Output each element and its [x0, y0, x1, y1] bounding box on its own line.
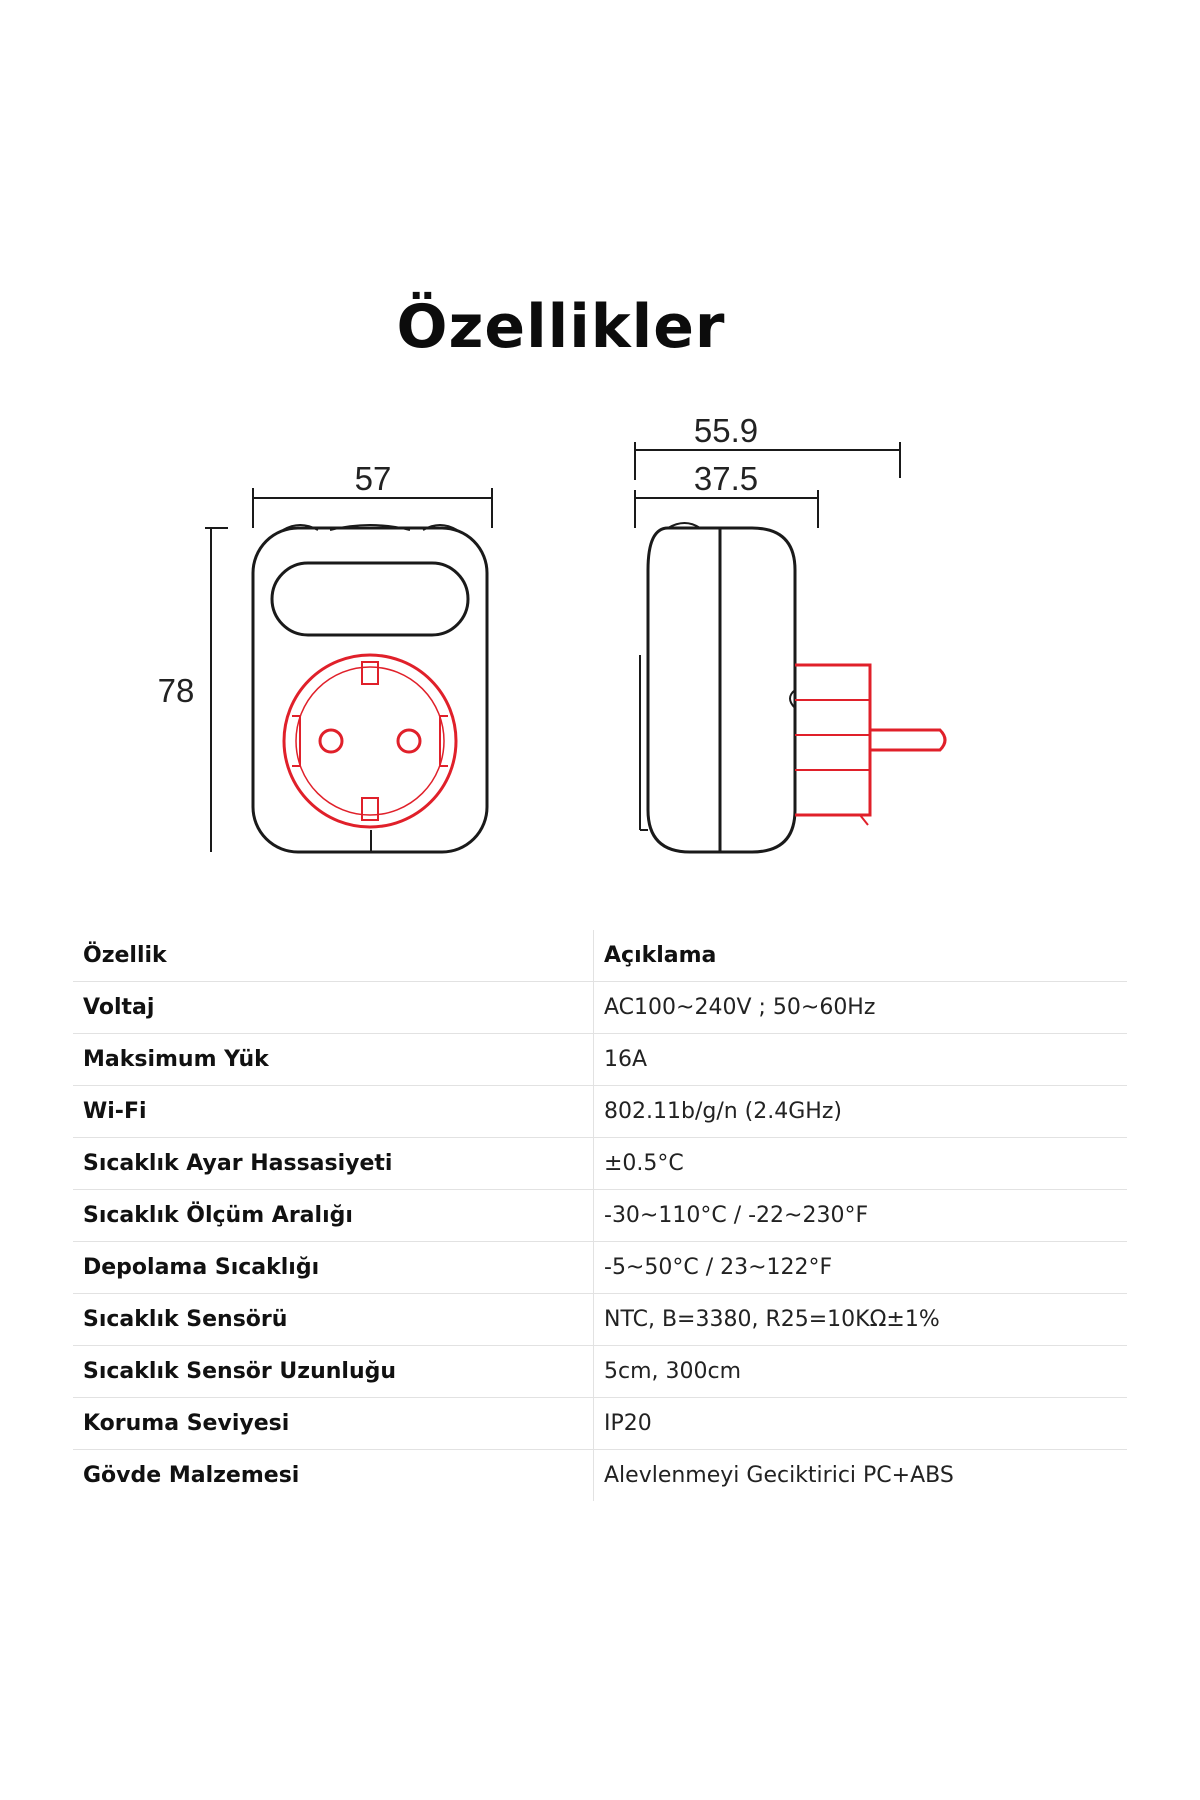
- row-key: Koruma Seviyesi: [73, 1398, 594, 1450]
- row-key: Sıcaklık Sensör Uzunluğu: [73, 1346, 594, 1398]
- header-key: Özellik: [73, 930, 594, 982]
- row-value: IP20: [594, 1398, 1128, 1450]
- row-value: AC100~240V ; 50~60Hz: [594, 982, 1128, 1034]
- row-value: 5cm, 300cm: [594, 1346, 1128, 1398]
- table-row: [73, 1086, 1127, 1138]
- row-value: ±0.5°C: [594, 1138, 1128, 1190]
- row-value: NTC, B=3380, R25=10KΩ±1%: [594, 1294, 1128, 1346]
- dimension-drawing: [0, 380, 1200, 900]
- table-row: [73, 1242, 1127, 1294]
- row-value: 802.11b/g/n (2.4GHz): [594, 1086, 1128, 1138]
- display-window: [272, 563, 468, 635]
- row-key: Gövde Malzemesi: [73, 1450, 594, 1502]
- row-key: Maksimum Yük: [73, 1034, 594, 1086]
- row-value: -5~50°C / 23~122°F: [594, 1242, 1128, 1294]
- row-key: Depolama Sıcaklığı: [73, 1242, 594, 1294]
- width-label: 57: [354, 460, 392, 497]
- row-value: -30~110°C / -22~230°F: [594, 1190, 1128, 1242]
- row-value: 16A: [594, 1034, 1128, 1086]
- table-row: [73, 1294, 1127, 1346]
- table-header-row: [73, 930, 1127, 982]
- plug: [795, 665, 945, 825]
- table-row: [73, 1138, 1127, 1190]
- row-key: Sıcaklık Ayar Hassasiyeti: [73, 1138, 594, 1190]
- spec-table: [73, 930, 1127, 1501]
- row-key: Wi-Fi: [73, 1086, 594, 1138]
- side-view: [640, 523, 795, 852]
- front-view: [253, 525, 487, 852]
- depth-body-label: 37.5: [693, 460, 759, 497]
- table-row: [73, 1190, 1127, 1242]
- table-row: [73, 982, 1127, 1034]
- table-row: [73, 1398, 1127, 1450]
- table-row: [73, 1034, 1127, 1086]
- row-key: Voltaj: [73, 982, 594, 1034]
- page-title: Özellikler: [396, 292, 726, 362]
- depth-total-label: 55.9: [693, 412, 759, 449]
- row-value: Alevlenmeyi Geciktirici PC+ABS: [604, 1463, 954, 1488]
- height-label: 78: [157, 672, 195, 709]
- table-row: [73, 1450, 1127, 1502]
- row-key: Sıcaklık Ölçüm Aralığı: [73, 1190, 594, 1242]
- table-row: [73, 1346, 1127, 1398]
- row-key: Sıcaklık Sensörü: [73, 1294, 594, 1346]
- socket: [284, 655, 456, 827]
- header-value: Açıklama: [594, 930, 1128, 982]
